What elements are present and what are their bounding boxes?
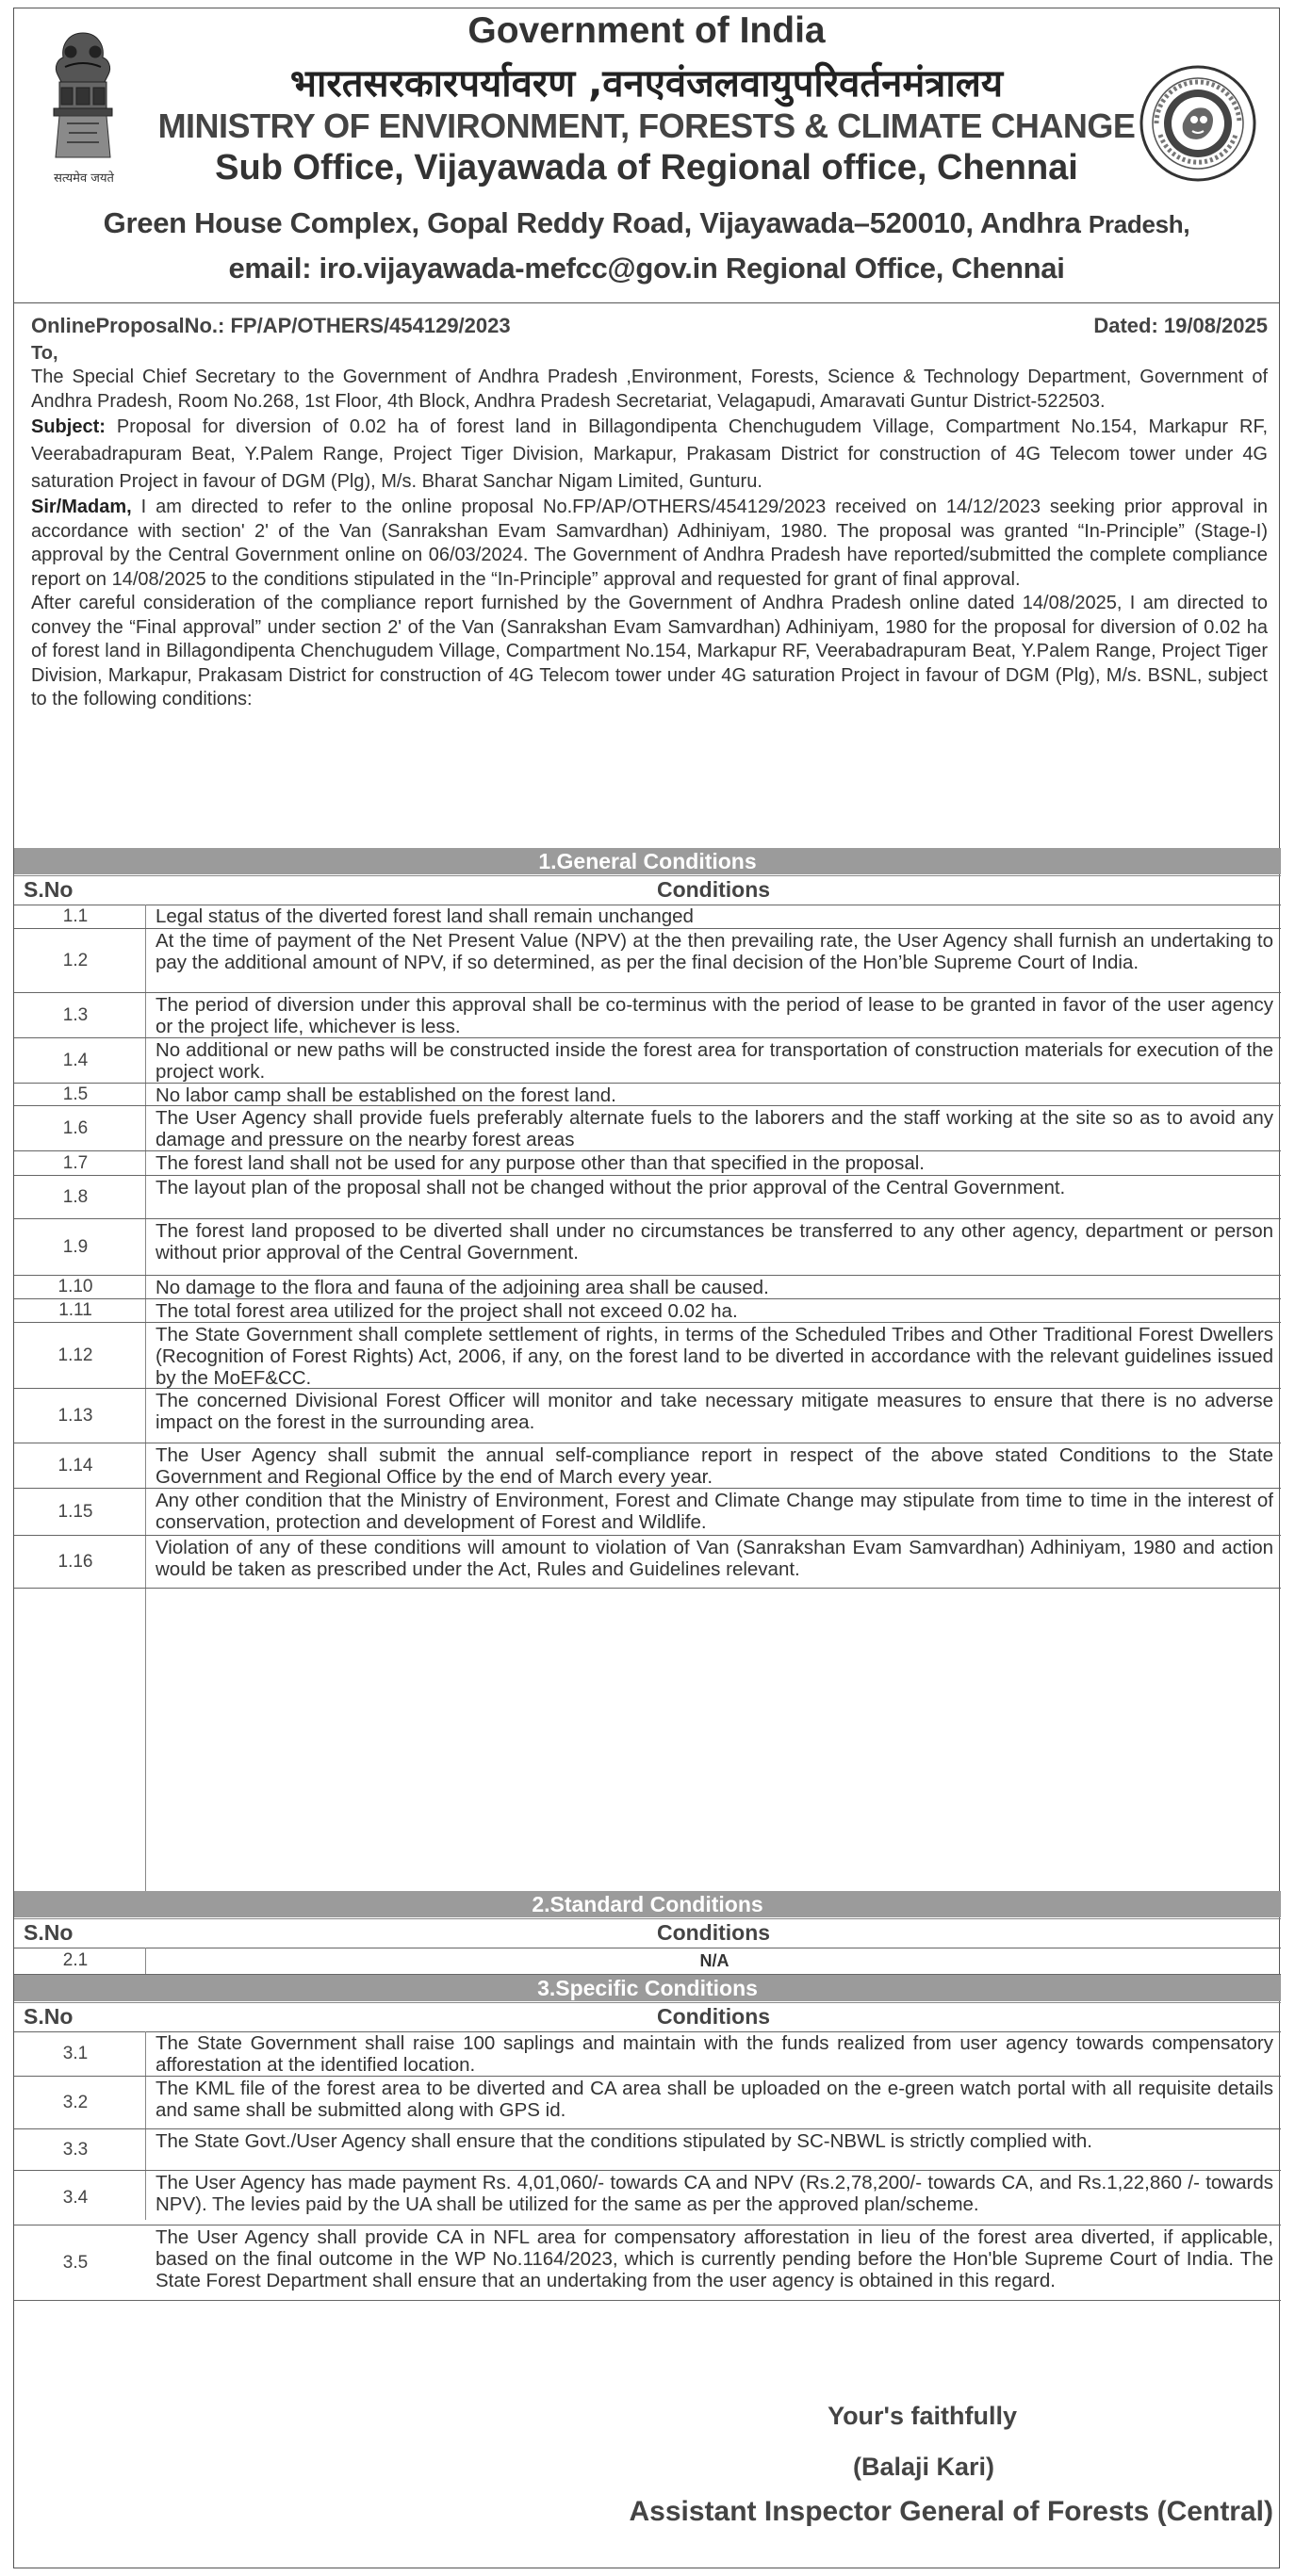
condition-number: 1.7 — [62, 1152, 89, 1173]
condition-number: 1.11 — [58, 1300, 92, 1320]
condition-text: Any other condition that the Ministry of Environment, Forest and Climate Change may stipulate from time to time in the interest of conservation, protection and development of Forest and Wildlife. — [156, 1490, 1273, 1533]
paragraph-2: After careful consideration of the compliance report furnished by the Government of Andhra Pradesh online dated 14/08/2025, I am directed to convey the “Final approval” under section 2' of the Van (Sanrakshan Evam Samvardhan) Adhiniyam, 1980 for the proposal for diversion of 0.02 ha of forest land in Billagondipenta Chenchugudem Village, Compartment No.154, Markapur RF, Veerabadrapuram Beat, Y.Palem Range, Project Tiger Division, Markapur, Prakasam District for construction of 4G Telecom tower under 4G saturation Project in favour of DGM (Plg), M/s. BSNL, subject to the following conditions: — [31, 593, 1268, 709]
letter-body — [31, 314, 1268, 712]
condition-text: At the time of payment of the Net Present Value (NPV) at the then prevailing rate, the User Agency shall furnish an undertaking to pay the additional amount of NPV, if so determined, as per the final decision of the Hon’ble Supreme Court of India. — [156, 930, 1273, 973]
signatory-name: (Balaji Kari) — [852, 2453, 994, 2481]
office-email: email: iro.vijayawada-mefcc@gov.in Regional Office, Chennai — [228, 252, 1065, 285]
condition-number: 1.3 — [62, 1004, 89, 1025]
ministry-hindi-title: भारतसरकारपर्यावरण ,वनएवंजलवायुपरिवर्तनमंत्रालय — [289, 62, 1004, 106]
sno-header: S.No — [24, 1920, 74, 1945]
table-row — [14, 1038, 1281, 1084]
condition-text: The concerned Divisional Forest Officer will monitor and take necessary mitigate measures to ensure that there is no adverse impact on the forest in the surrounding area. — [156, 1390, 1273, 1433]
condition-text: Violation of any of these conditions will amount to violation of Van (Sanrakshan Evam Samvardhan) Adhiniyam, 1980 and action would be taken as prescribed under the Act, Rules and Guidelines relevant. — [156, 1537, 1273, 1580]
conditions-header: Conditions — [656, 2004, 771, 2029]
condition-text: The State Govt./User Agency shall ensure that the conditions stipulated by SC-NBWL is strictly complied with. — [156, 2130, 1092, 2152]
table-row — [14, 1323, 1281, 1389]
subject-text: Proposal for diversion of 0.02 ha of forest land in Billagondipenta Chenchugudem Village, Compartment No.154, Markapur RF, Veerabadrapuram Beat, Y.Palem Range, Project Tiger Division, Markapur, Prakasam District for construction of 4G Telecom tower under 4G saturation Project in favour of DGM (Plg), M/s. Bharat Sanchar Nigam Limited, Gunturu. — [31, 416, 1268, 492]
condition-text: Legal status of the diverted forest land shall remain unchanged — [156, 905, 694, 927]
reference-paragraph — [31, 496, 1268, 592]
proposal-number: OnlineProposalNo.: FP/AP/OTHERS/454129/2023 — [31, 314, 511, 337]
office-address — [14, 206, 1279, 240]
government-title: Government of India — [467, 10, 826, 51]
condition-text: The User Agency has made payment Rs. 4,01,060/- towards CA and NPV (Rs.2,78,200/- towards CA, and Rs.1,22,860 /- towards NPV). The levies paid by the UA shall be utilized for the same as per the approved plan/scheme. — [156, 2172, 1273, 2215]
ministry-seal-icon — [1138, 63, 1258, 184]
condition-text: No additional or new paths will be constructed inside the forest area for transportation of construction materials for execution of the project work. — [156, 1039, 1273, 1083]
table-row — [14, 1084, 1281, 1106]
sno-header: S.No — [24, 2004, 74, 2029]
reference-row — [31, 314, 1268, 338]
table-row — [14, 2225, 1281, 2301]
signatory-designation: Assistant Inspector General of Forests (Central) — [629, 2496, 1273, 2527]
general-conditions-title: 1.General Conditions — [14, 848, 1281, 874]
ministry-title: MINISTRY OF ENVIRONMENT, FORESTS & CLIMATE CHANGE — [157, 106, 1136, 145]
condition-text: The User Agency shall submit the annual self-compliance report in respect of the above stated Conditions to the State Government and Regional Office by the end of March every year. — [156, 1444, 1273, 1488]
condition-text: The User Agency shall provide CA in NFL area for compensatory afforestation in lieu of the forest area diverted, if applicable, based on the final outcome in the WP No.1164/2023, which is currently pending before the Hon'ble Supreme Court of India. The State Forest Department shall ensure that an undertaking from the user agency is obtained in this regard. — [156, 2226, 1273, 2291]
subject-paragraph — [31, 414, 1268, 496]
general-conditions-header — [14, 875, 1281, 905]
table-row — [14, 1176, 1281, 1219]
letter-page — [13, 8, 1280, 2568]
condition-number: 3.2 — [62, 2092, 89, 2112]
condition-number: 3.1 — [62, 2043, 89, 2063]
salutation: Sir/Madam, — [31, 497, 132, 517]
table-row — [14, 1536, 1281, 1589]
paragraph-1: I am directed to refer to the online proposal No.FP/AP/OTHERS/454129/2023 received on 14/12/2023 seeking prior approval in accordance with section' 2' of the Van (Sanrakshan Evam Samvardhan) Adhiniyam, 1980. The proposal was granted “In-Principle” (Stage-I) approval by the Central Government online on 06/03/2024. The Government of Andhra Pradesh have reported/submitted the complete compliance report on 14/08/2025 to the conditions stipulated in the “In-Principle” approval and requested for grant of final approval. — [31, 497, 1268, 590]
condition-text: The KML file of the forest area to be diverted and CA area shall be uploaded on the e-green watch portal with all requisite details and same shall be submitted along with GPS id. — [156, 2078, 1273, 2121]
table-row — [14, 1151, 1281, 1176]
to-address: The Special Chief Secretary to the Government of Andhra Pradesh ,Environment, Forests, Science & Technology Department, Government of Andhra Pradesh, Room No.268, 1st Floor, 4th Block, Andhra Pradesh Secretariat, Velagapudi, Amaravati Guntur District-522503. — [31, 367, 1268, 412]
condition-number: 1.9 — [62, 1236, 89, 1257]
condition-text: The forest land shall not be used for any purpose other than that specified in the proposal. — [156, 1152, 925, 1174]
table-row — [14, 1106, 1281, 1151]
condition-number: 1.2 — [62, 950, 89, 970]
condition-number: 1.12 — [57, 1345, 93, 1365]
to-label: To, — [31, 342, 58, 364]
standard-conditions-title: 2.Standard Conditions — [14, 1891, 1281, 1917]
sub-office-title: Sub Office, Vijayawada of Regional office, Chennai — [215, 148, 1078, 187]
address-state: Pradesh, — [1088, 210, 1190, 238]
condition-number: 3.4 — [62, 2187, 89, 2208]
table-row — [14, 1276, 1281, 1299]
table-row — [14, 905, 1281, 929]
condition-number: 3.5 — [62, 2252, 89, 2273]
letter-date: Dated: 19/08/2025 — [1093, 314, 1268, 337]
table-row — [14, 1299, 1281, 1323]
table-row — [14, 993, 1281, 1038]
table-row — [14, 1443, 1281, 1489]
condition-number: 1.15 — [57, 1501, 93, 1522]
table-row — [14, 2077, 1281, 2129]
closing: Your's faithfully — [828, 2402, 1017, 2430]
sno-header: S.No — [24, 877, 74, 902]
address-main: Green House Complex, Gopal Reddy Road, Vijayawada–520010, Andhra — [103, 206, 1081, 239]
table-row — [14, 1219, 1281, 1276]
table-row — [14, 2171, 1281, 2225]
table-row — [14, 1389, 1281, 1443]
condition-number: 1.16 — [57, 1551, 93, 1572]
condition-text: The period of diversion under this approval shall be co-terminus with the period of lease to be granted in favor of the user agency or the project life, whichever is less. — [156, 994, 1273, 1037]
emblem-motto: सत्यमेव जयते — [54, 171, 114, 186]
table-row — [14, 2031, 1281, 2077]
condition-text: The forest land proposed to be diverted shall under no circumstances be transferred to any other agency, department or person without prior approval of the Central Government. — [156, 1220, 1273, 1264]
table-row — [14, 929, 1281, 993]
condition-text: The User Agency shall provide fuels preferably alternate fuels to the laborers and the staff working at the site so as to avoid any damage and pressure on the nearby forest areas — [156, 1107, 1273, 1150]
condition-text: No labor camp shall be established on the forest land. — [156, 1084, 616, 1106]
condition-text: The layout plan of the proposal shall not be changed without the prior approval of the Central Government. — [156, 1177, 1066, 1198]
condition-text: The State Government shall raise 100 saplings and maintain with the funds realized from user agency towards compensatory afforestation at the identified location. — [156, 2032, 1273, 2076]
condition-number: 1.8 — [62, 1186, 89, 1207]
conditions-header: Conditions — [656, 1920, 771, 1945]
condition-number: 1.6 — [62, 1117, 89, 1138]
condition-number: 1.14 — [57, 1455, 93, 1475]
condition-text: No damage to the flora and fauna of the adjoining area shall be caused. — [156, 1277, 769, 1298]
conditions-header: Conditions — [656, 877, 771, 902]
specific-conditions-title: 3.Specific Conditions — [14, 1975, 1281, 2001]
condition-number: 1.10 — [57, 1277, 93, 1296]
letterhead — [14, 8, 1279, 303]
condition-text: N/A — [699, 1951, 729, 1970]
condition-number: 2.1 — [62, 1950, 89, 1970]
table-row — [14, 1948, 1281, 1975]
condition-text: The State Government shall complete settlement of rights, in terms of the Scheduled Tribes and Other Traditional Forest Dwellers (Recognition of Forest Rights) Act, 2006, if any, on the forest land to be diverted in accordance with the relevant guidelines issued by the MoEF&CC. — [156, 1324, 1273, 1389]
standard-conditions-header — [14, 1918, 1281, 1948]
table-row — [14, 2129, 1281, 2171]
subject-label: Subject: — [31, 416, 106, 437]
specific-conditions-header — [14, 2002, 1281, 2032]
table-row — [14, 1489, 1281, 1536]
condition-text: The total forest area utilized for the project shall not exceed 0.02 ha. — [156, 1300, 738, 1322]
condition-number: 1.1 — [62, 905, 89, 926]
conditions-tables — [14, 848, 1281, 2323]
condition-number: 1.4 — [62, 1050, 89, 1070]
condition-number: 3.3 — [62, 2139, 89, 2160]
condition-number: 1.13 — [57, 1405, 93, 1426]
condition-number: 1.5 — [62, 1084, 89, 1104]
